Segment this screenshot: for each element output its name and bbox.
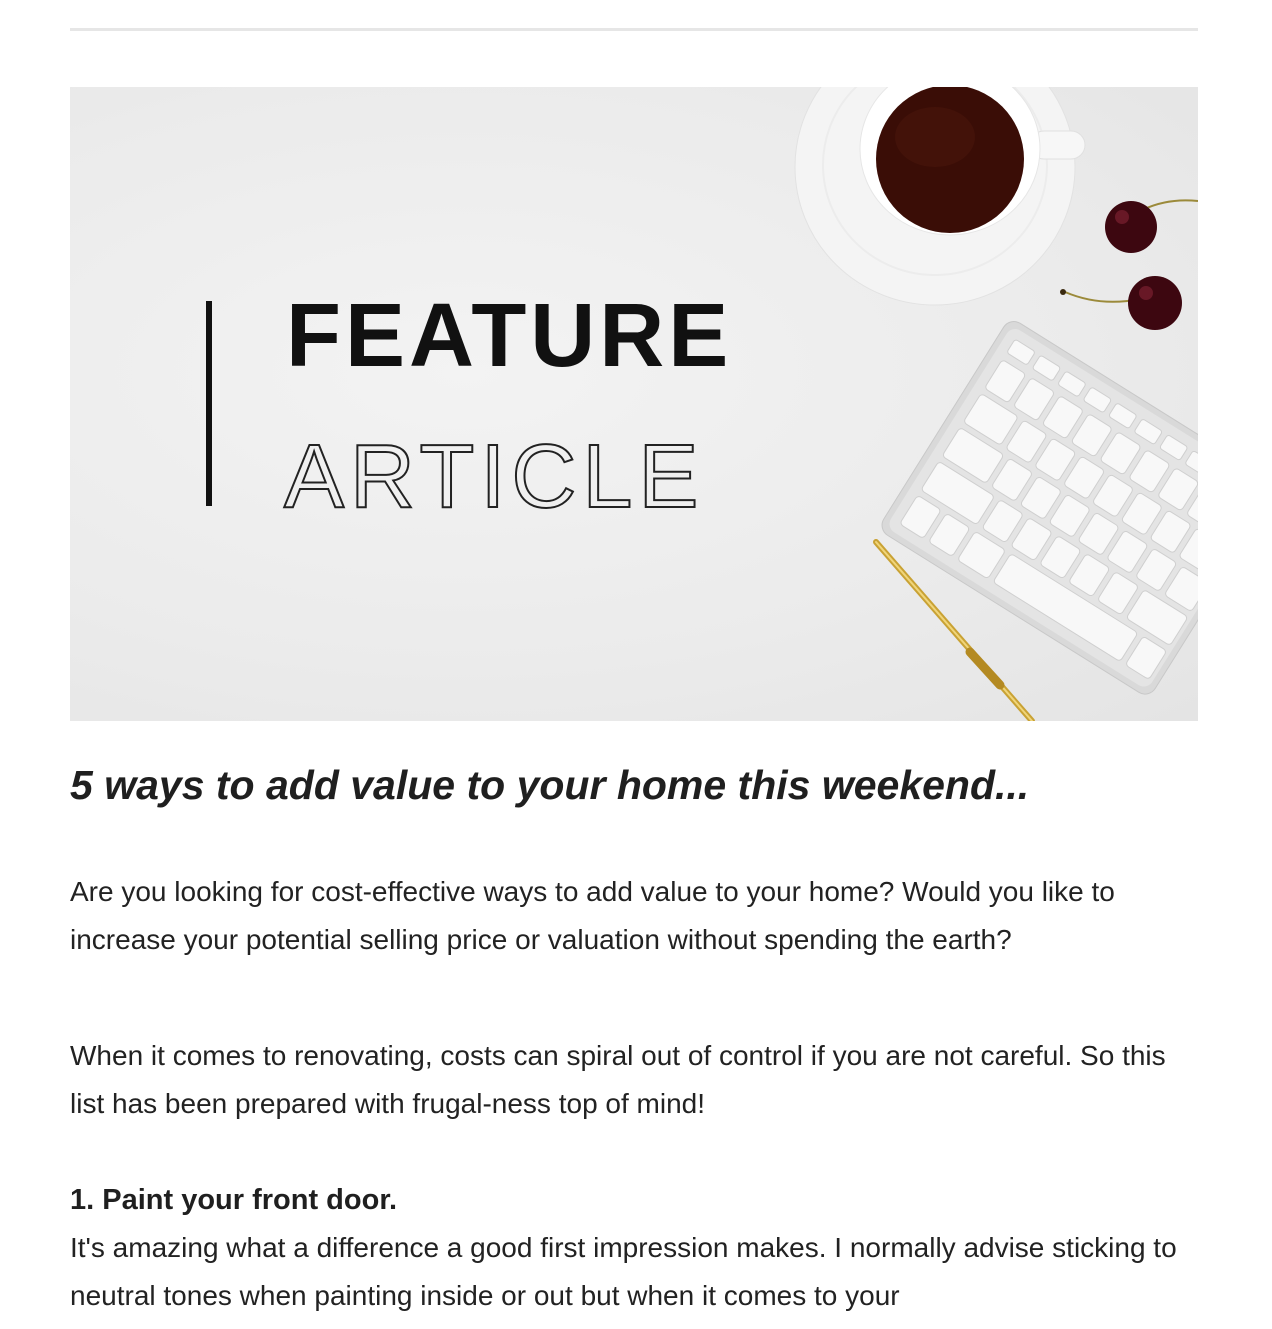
context-paragraph: When it comes to renovating, costs can spiral out of control if you are not careful. So this list has been prepared with frugal-ness top of mind! — [70, 1040, 1166, 1119]
coffee-cup-icon — [795, 87, 1085, 305]
feature-article-banner — [70, 87, 1198, 721]
article-headline: 5 ways to add value to your home this weekend... — [70, 762, 1030, 808]
step-1-text: It's amazing what a difference a good first impression makes. I normally advise sticking to neutral tones when painting inside or out but when it comes to your — [70, 1232, 1177, 1311]
title-accent-bar — [206, 301, 212, 506]
step-1-heading: 1. Paint your front door. — [70, 1184, 398, 1216]
top-divider — [70, 28, 1198, 31]
intro-paragraph: Are you looking for cost-effective ways to add value to your home? Would you like to increase your potential selling price or valuation without spending the earth? — [70, 876, 1115, 955]
banner-title-feature: FEATURE — [286, 286, 733, 386]
cherries-icon — [1060, 200, 1198, 330]
banner-title-article: ARTICLE — [284, 427, 705, 527]
keyboard-icon — [878, 317, 1198, 699]
